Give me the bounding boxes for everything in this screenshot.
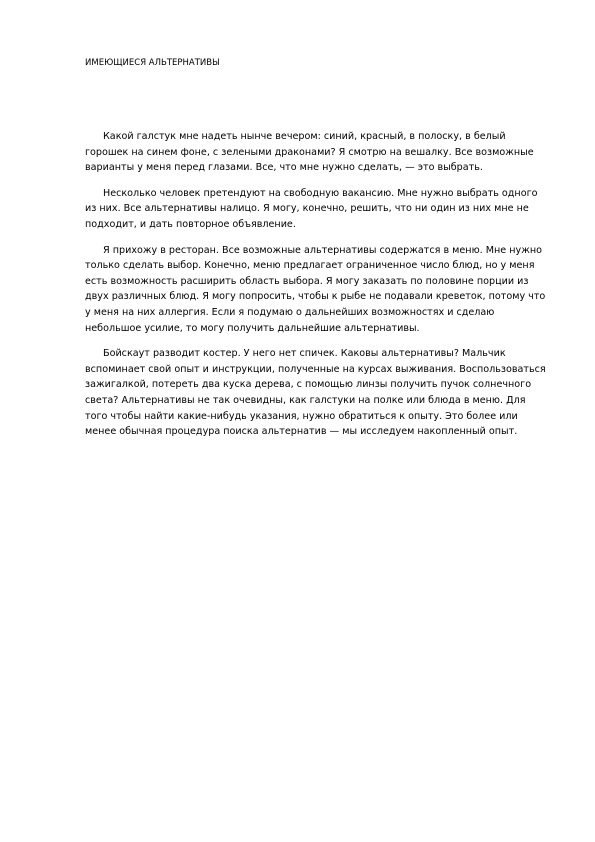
paragraph-4: Бойскаут разводит костер. У него нет спичек. Каковы альтернативы? Мальчик вспоминает свой опыт и инструкции, полученные на курсах выживания. Воспользоваться зажигалкой, потереть два куска дерева, с помощью линзы получить пучок солнечного света? Альтернативы не так очевидны, как галстуки на полке или блюда в меню. Для того чтобы найти какие-нибудь указания, нужно обратиться к опыту. Это более или менее обычная процедура поиска альтернатив — мы исследуем накопленный опыт. bbox=[85, 348, 546, 438]
document-body bbox=[85, 129, 547, 450]
document-title: ИМЕЮЩИЕСЯ АЛЬТЕРНАТИВЫ bbox=[85, 58, 220, 68]
paragraph-1: Какой галстук мне надеть нынче вечером: синий, красный, в полоску, в белый горошек на синем фоне, с зелеными драконами? Я смотрю на вешалку. Все возможные варианты у меня перед глазами. Все, что мне нужно сделать, — это выбрать. bbox=[85, 131, 534, 174]
paragraph-2: Несколько человек претендуют на свободную вакансию. Мне нужно выбрать одного из них. Все альтернативы налицо. Я могу, конечно, решить, что ни один из них мне не подходит, и дать повторное объявление. bbox=[85, 187, 538, 230]
paragraph-3: Я прихожу в ресторан. Все возможные альтернативы содержатся в меню. Мне нужно только сделать выбор. Конечно, меню предлагает ограниченное число блюд, но у меня есть возможность расширить область выбора. Я могу заказать по половине порции из двух различных блюд. Я могу попросить, чтобы к рыбе не подавали креветок, потому что у меня на них аллергия. Если я подумаю о дальнейших возможностях и сделаю небольшое усилие, то могу получить дальнейшие альтернативы. bbox=[85, 244, 546, 334]
